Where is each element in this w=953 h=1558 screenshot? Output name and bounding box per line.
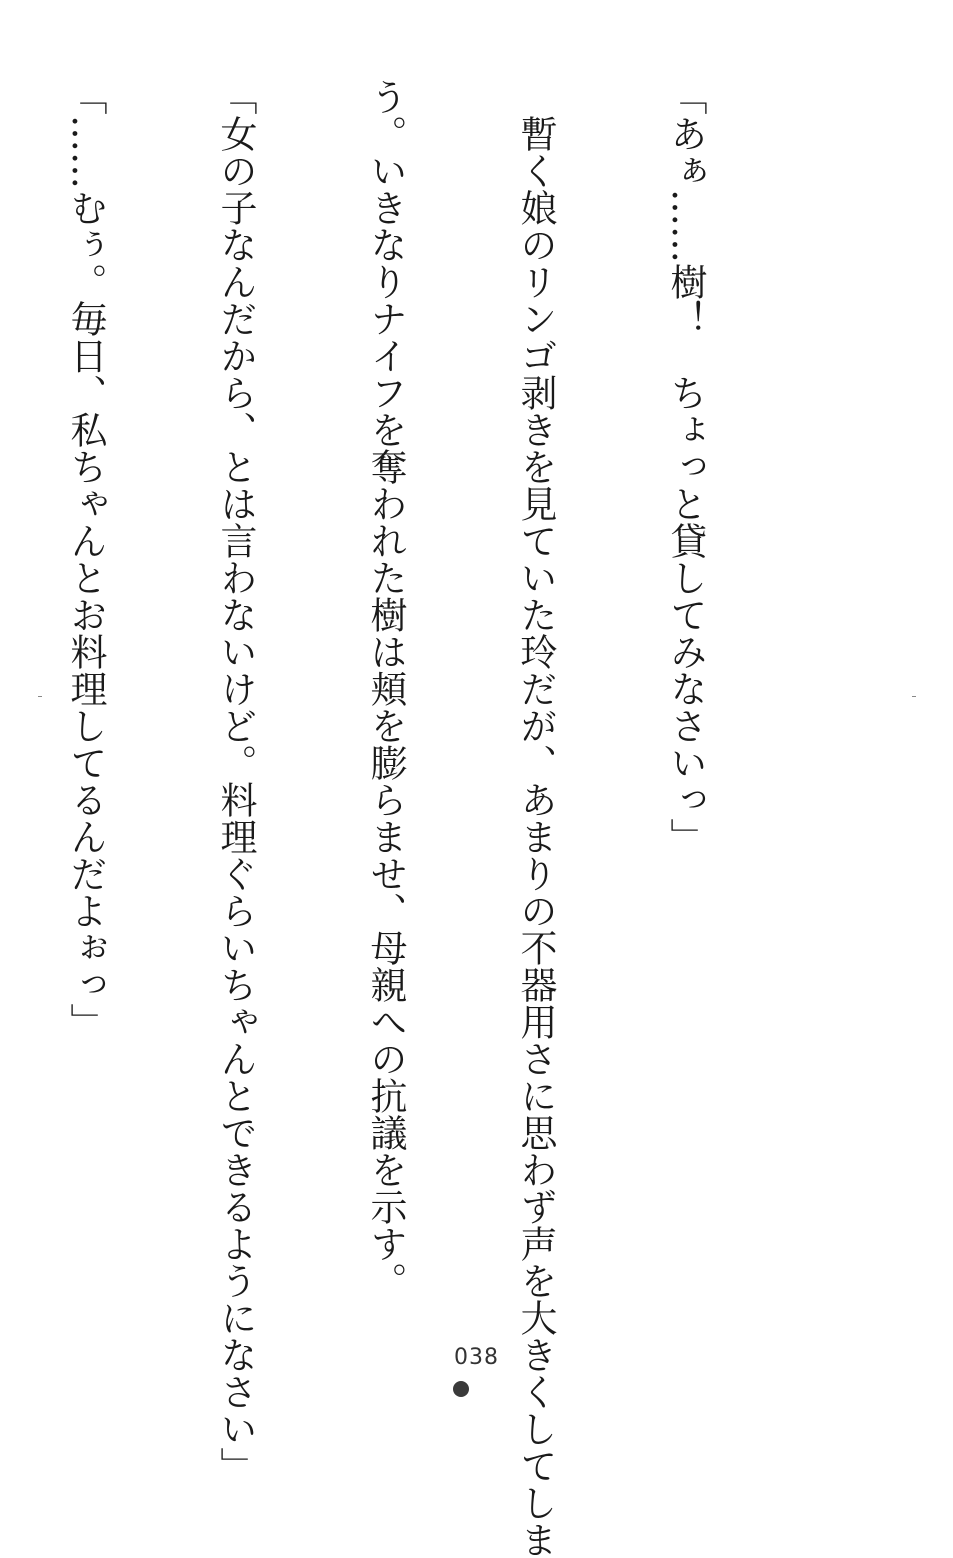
text-line: 暫く娘のリンゴ剥きを見ていた玲だが、あまりの不器用さに思わず声を大きくしてしま [514, 78, 557, 1558]
page-number: 038 [454, 1345, 499, 1370]
page-marker-dot [453, 1381, 469, 1397]
text-line: 「女の子なんだから、とは言わないけど。料理ぐらいちゃんとできるようになさい」 [214, 78, 257, 1484]
margin-mark [912, 696, 916, 697]
text-line: う。いきなりナイフを奪われた樹は頬を膨らませ、母親への抗議を示す。 [364, 78, 407, 1299]
text-line: 「……むぅ。毎日、私ちゃんとお料理してるんだよぉっ」 [64, 78, 107, 1040]
text-line: 「あぁ……樹！ ちょっと貸してみなさいっ」 [664, 78, 707, 855]
margin-mark [38, 696, 42, 697]
